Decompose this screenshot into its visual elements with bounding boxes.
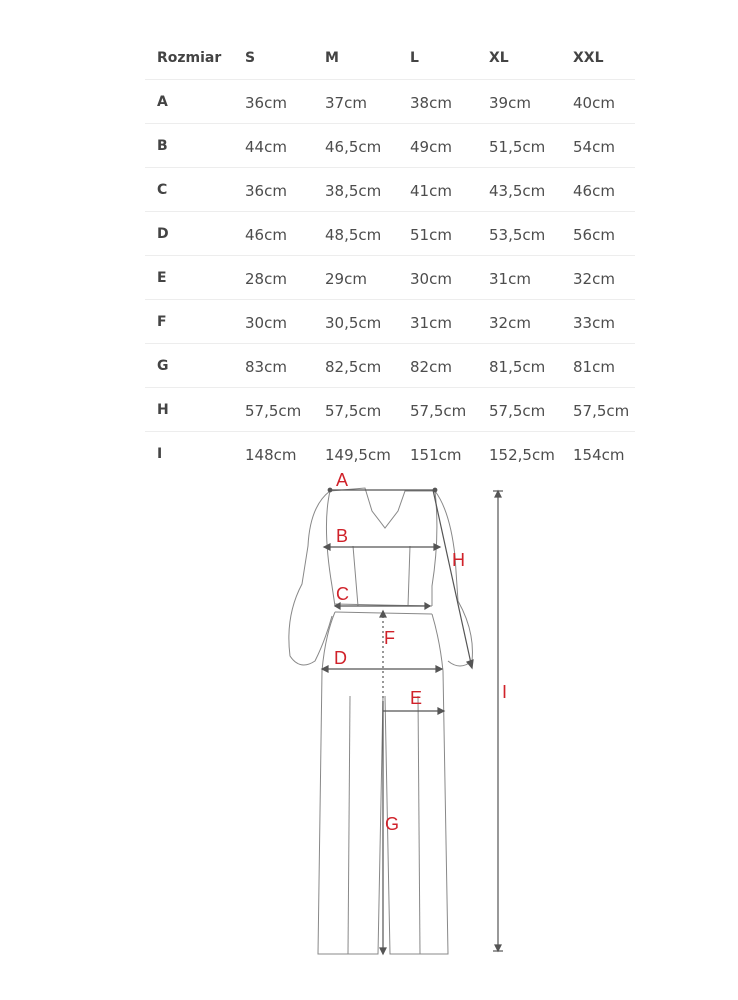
- table-cell: 36cm: [245, 182, 287, 200]
- table-cell: 29cm: [325, 270, 367, 288]
- table-cell: 57,5cm: [410, 402, 467, 420]
- table-row: [145, 388, 635, 432]
- table-cell: 30cm: [245, 314, 287, 332]
- table-cell: 31cm: [410, 314, 452, 332]
- label-c: C: [336, 584, 349, 604]
- table-cell: 57,5cm: [573, 402, 630, 420]
- table-cell: 57,5cm: [245, 402, 302, 420]
- table-cell: 31cm: [489, 270, 531, 288]
- table-cell: 46cm: [573, 182, 615, 200]
- header-size-xxl: XXL: [573, 50, 604, 66]
- table-cell: 46cm: [245, 226, 287, 244]
- row-label: F: [157, 314, 167, 330]
- table-cell: 38cm: [410, 94, 452, 112]
- table-cell: 82cm: [410, 358, 452, 376]
- table-cell: 46,5cm: [325, 138, 382, 156]
- table-cell: 32cm: [489, 314, 531, 332]
- table-row: [145, 344, 635, 388]
- table-cell: 33cm: [573, 314, 615, 332]
- table-cell: 39cm: [489, 94, 531, 112]
- header-size-label: Rozmiar: [157, 50, 222, 66]
- label-b: B: [336, 526, 349, 546]
- table-cell: 54cm: [573, 138, 615, 156]
- header-size-l: L: [410, 50, 419, 66]
- table-cell: 37cm: [325, 94, 367, 112]
- size-table-header: [145, 36, 635, 80]
- table-cell: 154cm: [573, 446, 625, 464]
- jumpsuit-measurement-diagram: [250, 466, 550, 966]
- table-row: [145, 212, 635, 256]
- table-cell: 151cm: [410, 446, 462, 464]
- table-cell: 82,5cm: [325, 358, 382, 376]
- row-label: G: [157, 358, 169, 374]
- table-cell: 36cm: [245, 94, 287, 112]
- row-label: B: [157, 138, 168, 154]
- table-cell: 44cm: [245, 138, 287, 156]
- table-cell: 49cm: [410, 138, 452, 156]
- table-cell: 149,5cm: [325, 446, 391, 464]
- label-d: D: [334, 648, 347, 668]
- label-e: E: [410, 688, 423, 708]
- row-label: D: [157, 226, 169, 242]
- table-row: [145, 168, 635, 212]
- row-label: C: [157, 182, 168, 198]
- table-row: [145, 300, 635, 344]
- table-cell: 30cm: [410, 270, 452, 288]
- table-cell: 57,5cm: [325, 402, 382, 420]
- label-g: G: [385, 814, 400, 834]
- row-label: A: [157, 94, 168, 110]
- table-cell: 38,5cm: [325, 182, 382, 200]
- table-cell: 43,5cm: [489, 182, 546, 200]
- row-label: H: [157, 402, 169, 418]
- label-a: A: [336, 470, 349, 490]
- label-i: I: [502, 682, 508, 702]
- table-cell: 57,5cm: [489, 402, 546, 420]
- table-cell: 28cm: [245, 270, 287, 288]
- table-cell: 41cm: [410, 182, 452, 200]
- table-cell: 81,5cm: [489, 358, 546, 376]
- table-cell: 152,5cm: [489, 446, 555, 464]
- table-row: [145, 124, 635, 168]
- size-table: [145, 36, 635, 475]
- table-row: [145, 80, 635, 124]
- header-size-m: M: [325, 50, 339, 66]
- table-cell: 56cm: [573, 226, 615, 244]
- row-label: I: [157, 446, 163, 462]
- table-cell: 51cm: [410, 226, 452, 244]
- header-size-s: S: [245, 50, 256, 66]
- table-cell: 148cm: [245, 446, 297, 464]
- label-f: F: [384, 628, 395, 648]
- table-cell: 83cm: [245, 358, 287, 376]
- table-cell: 51,5cm: [489, 138, 546, 156]
- row-label: E: [157, 270, 167, 286]
- table-cell: 32cm: [573, 270, 615, 288]
- header-size-xl: XL: [489, 50, 509, 66]
- jumpsuit-outline: [250, 466, 550, 966]
- label-h: H: [452, 550, 465, 570]
- table-cell: 48,5cm: [325, 226, 382, 244]
- table-cell: 40cm: [573, 94, 615, 112]
- table-row: [145, 256, 635, 300]
- table-cell: 30,5cm: [325, 314, 382, 332]
- table-cell: 81cm: [573, 358, 615, 376]
- table-cell: 53,5cm: [489, 226, 546, 244]
